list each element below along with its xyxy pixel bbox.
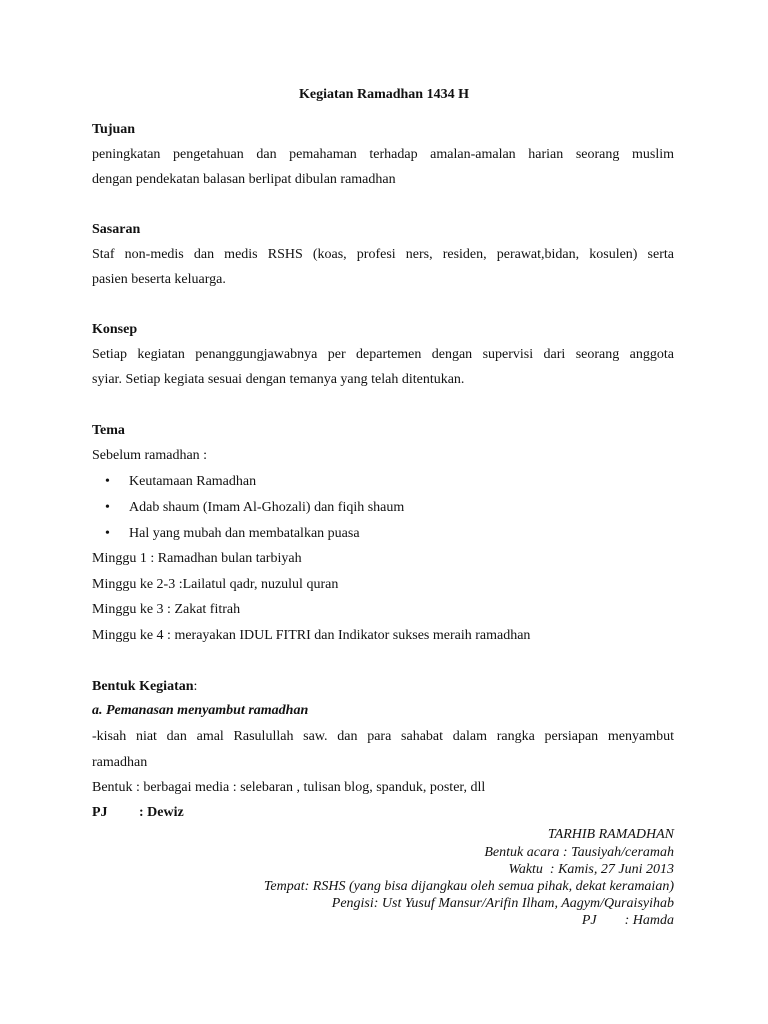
tarhib-pengisi: Pengisi: Ust Yusuf Mansur/Arifin Ilham, Aagym/Quraisyihab: [331, 896, 674, 911]
bentuk-line-1: -kisah niat dan amal Rasulullah saw. dan para sahabat dalam rangka persiapan menyambut: [92, 729, 674, 744]
konsep-line-1: Setiap kegiatan penanggungjawabnya per departemen dengan supervisi dari seorang anggota: [92, 347, 674, 362]
tema-week-item: Minggu ke 3 : Zakat fitrah: [92, 602, 241, 617]
bullet-icon: •: [105, 526, 110, 541]
sasaran-heading: Sasaran: [92, 222, 141, 237]
tarhib-title: TARHIB RAMADHAN: [547, 827, 674, 842]
tujuan-heading: Tujuan: [92, 122, 136, 137]
tarhib-waktu: Waktu : Kamis, 27 Juni 2013: [508, 862, 674, 877]
sasaran-line-2: pasien beserta keluarga.: [92, 272, 226, 287]
bentuk-heading-row: [92, 678, 197, 696]
konsep-line-2: syiar. Setiap kegiata sesuai dengan temanya yang telah ditentukan.: [92, 372, 465, 387]
tarhib-acara: Bentuk acara : Tausiyah/ceramah: [484, 845, 674, 860]
bullet-icon: •: [105, 474, 110, 489]
bentuk-subheading-a: a. Pemanasan menyambut ramadhan: [92, 703, 309, 718]
tema-week-item: Minggu 1 : Ramadhan bulan tarbiyah: [92, 551, 302, 566]
tujuan-line-1: peningkatan pengetahuan dan pemahaman terhadap amalan-amalan harian seorang muslim: [92, 147, 674, 162]
tema-bullet-item: Adab shaum (Imam Al-Ghozali) dan fiqih shaum: [129, 500, 405, 515]
bentuk-line-3: Bentuk : berbagai media : selebaran , tulisan blog, spanduk, poster, dll: [92, 780, 486, 795]
tema-week-item: Minggu ke 4 : merayakan IDUL FITRI dan Indikator sukses meraih ramadhan: [92, 628, 531, 643]
konsep-heading: Konsep: [92, 322, 138, 337]
bentuk-heading-colon: :: [193, 679, 198, 694]
tema-bullet-item: Keutamaan Ramadhan: [129, 474, 257, 489]
bentuk-heading: Bentuk Kegiatan: [92, 679, 194, 694]
tujuan-line-2: dengan pendekatan balasan berlipat dibulan ramadhan: [92, 172, 396, 187]
bentuk-pj-value: : Dewiz: [139, 805, 184, 820]
bullet-icon: •: [105, 500, 110, 515]
bentuk-line-2: ramadhan: [92, 755, 148, 770]
tarhib-pj: PJ : Hamda: [581, 913, 674, 928]
tema-heading: Tema: [92, 423, 125, 438]
sasaran-line-1: Staf non-medis dan medis RSHS (koas, profesi ners, residen, perawat,bidan, kosulen) serta: [92, 247, 674, 262]
tarhib-tempat: Tempat: RSHS (yang bisa dijangkau oleh semua pihak, dekat keramaian): [263, 879, 674, 894]
document-title: Kegiatan Ramadhan 1434 H: [299, 87, 469, 102]
tema-intro: Sebelum ramadhan :: [92, 448, 208, 463]
bentuk-pj-label: PJ: [92, 805, 108, 820]
tema-week-item: Minggu ke 2-3 :Lailatul qadr, nuzulul quran: [92, 577, 339, 592]
tema-bullet-item: Hal yang mubah dan membatalkan puasa: [129, 526, 360, 541]
